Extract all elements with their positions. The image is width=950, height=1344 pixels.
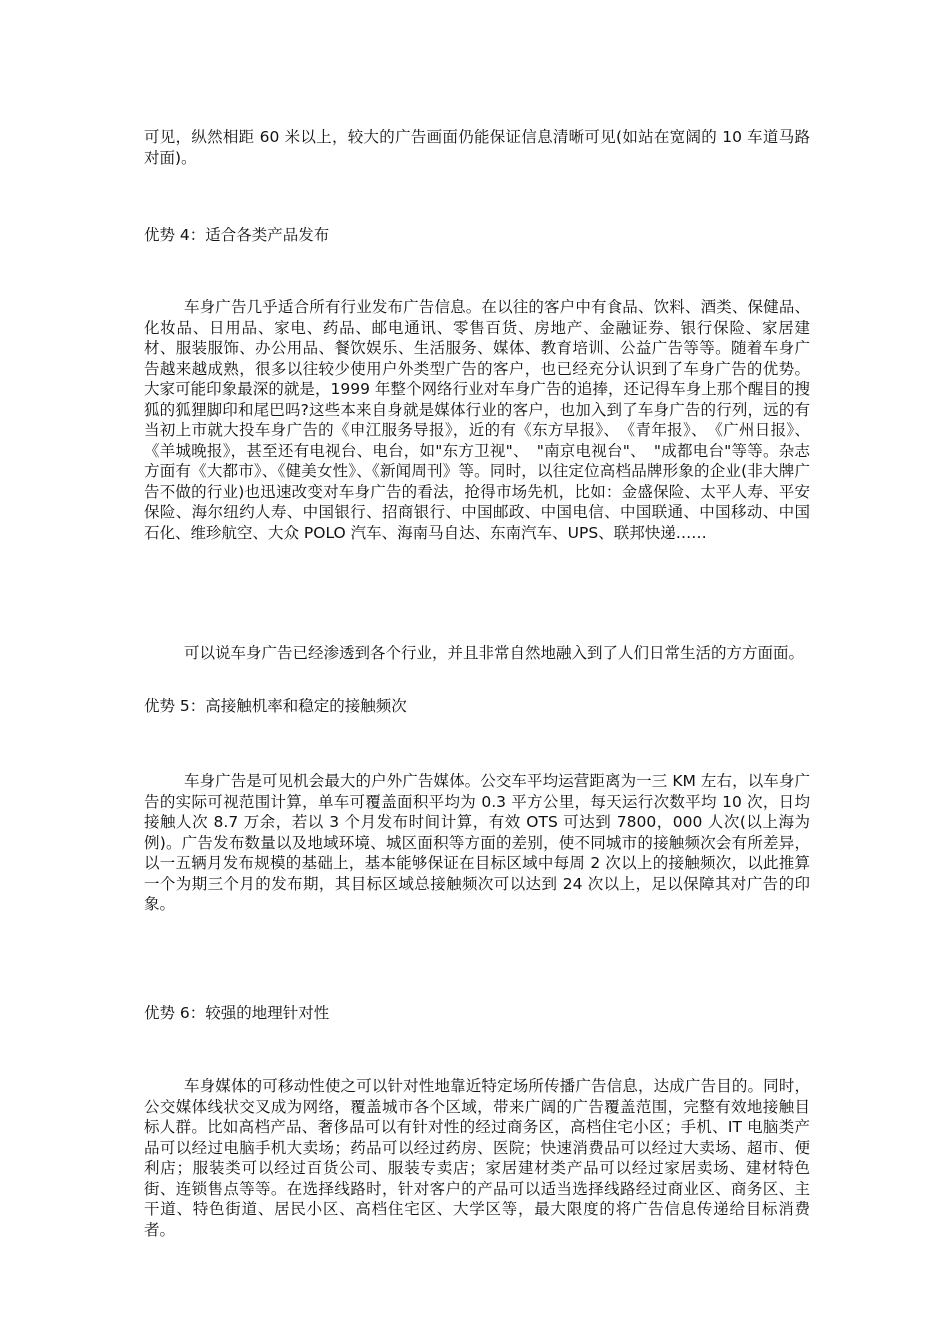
heading-advantage-4: 优势 4：适合各类产品发布 bbox=[144, 226, 330, 244]
heading-advantage-6: 优势 6：较强的地理针对性 bbox=[144, 1004, 330, 1022]
paragraph-advantage-6-body: 车身媒体的可移动性使之可以针对性地靠近特定场所传播广告信息，达成广告目的。同时，公交媒体线状交叉成为网络，覆盖城市各个区域，带来广阔的广告覆盖范围，完整有效地接触目标人群。比如高档产品、奢侈品可以有针对性的经过商务区，高档住宅小区；手机、IT 电脑类产品可以经过电脑手机大卖场；药品可以经过药房、医院；快速消费品可以经过大卖场、超市、便利店；服装类可以经过百货公司、服装专卖店；家居建材类产品可以经过家居卖场、建材特色街、连锁售点等等。在选择线路时，针对客户的产品可以适当选择线路经过商业区、商务区、主干道、特色街道、居民小区、高档住宅区、大学区等，最大限度的将广告信息传递给目标消费者。 bbox=[144, 1077, 810, 1239]
paragraph-advantage-5-body: 车身广告是可见机会最大的户外广告媒体。公交车平均运营距离为一三 KM 左右，以车身广告的实际可视范围计算，单车可覆盖面积平均为 0.3 平方公里，每天运行次数平均 10 次，日均接触人次 8.7 万余，若以 3 个月发布时间计算，有效 OTS 可达到 7800，000 人次(以上海为例)。广告发布数量以及地域环境、城区面积等方面的差别，使不同城市的接触频次会有所差异，以一五辆月发布规模的基础上，基本能够保证在目标区域中每周 2 次以上的接触频次，以此推算一个为期三个月的发布期，其目标区域总接触频次可以达到 24 次以上，足以保障其对广告的印象。 bbox=[144, 772, 810, 913]
heading-advantage-5: 优势 5：高接触机率和稳定的接触频次 bbox=[144, 697, 407, 715]
paragraph-advantage-4-summary: 可以说车身广告已经渗透到各个行业，并且非常自然地融入到了人们日常生活的方方面面。 bbox=[184, 644, 805, 662]
paragraph-advantage-4-body: 车身广告几乎适合所有行业发布广告信息。在以往的客户中有食品、饮料、酒类、保健品、化妆品、日用品、家电、药品、邮电通讯、零售百货、房地产、金融证券、银行保险、家居建材、服装服饰、办公用品、餐饮娱乐、生活服务、媒体、教育培训、公益广告等等。随着车身广告越来越成熟，很多以往较少使用户外类型广告的客户，也已经充分认识到了车身广告的优势。大家可能印象最深的就是，1999 年整个网络行业对车身广告的追捧，还记得车身上那个醒目的搜狐的狐狸脚印和尾巴吗?这些本来自身就是媒体行业的客户，也加入到了车身广告的行列，远的有当初上市就大投车身广告的《申江服务导报》，近的有《东方早报》、 《青年报》、 《广州日报》、《羊城晚报》，甚至还有电视台、电台，如"东方卫视"、 "南京电视台"、 "成都电台"等等。杂志方面有《大都市》、《健美女性》、《新闻周刊》等。同时，以往定位高档品牌形象的企业(非大牌广告不做的行业)也迅速改变对车身广告的看法，抢得市场先机，比如：金盛保险、太平人寿、平安保险、海尔纽约人寿、中国银行、招商银行、中国邮政、中国电信、中国联通、中国移动、中国石化、维珍航空、大众 POLO 汽车、海南马自达、东南汽车、UPS、联邦快递…… bbox=[144, 298, 810, 542]
intro-paragraph: 可见，纵然相距 60 米以上，较大的广告画面仍能保证信息清晰可见(如站在宽阔的 10 车道马路对面)。 bbox=[144, 128, 810, 167]
